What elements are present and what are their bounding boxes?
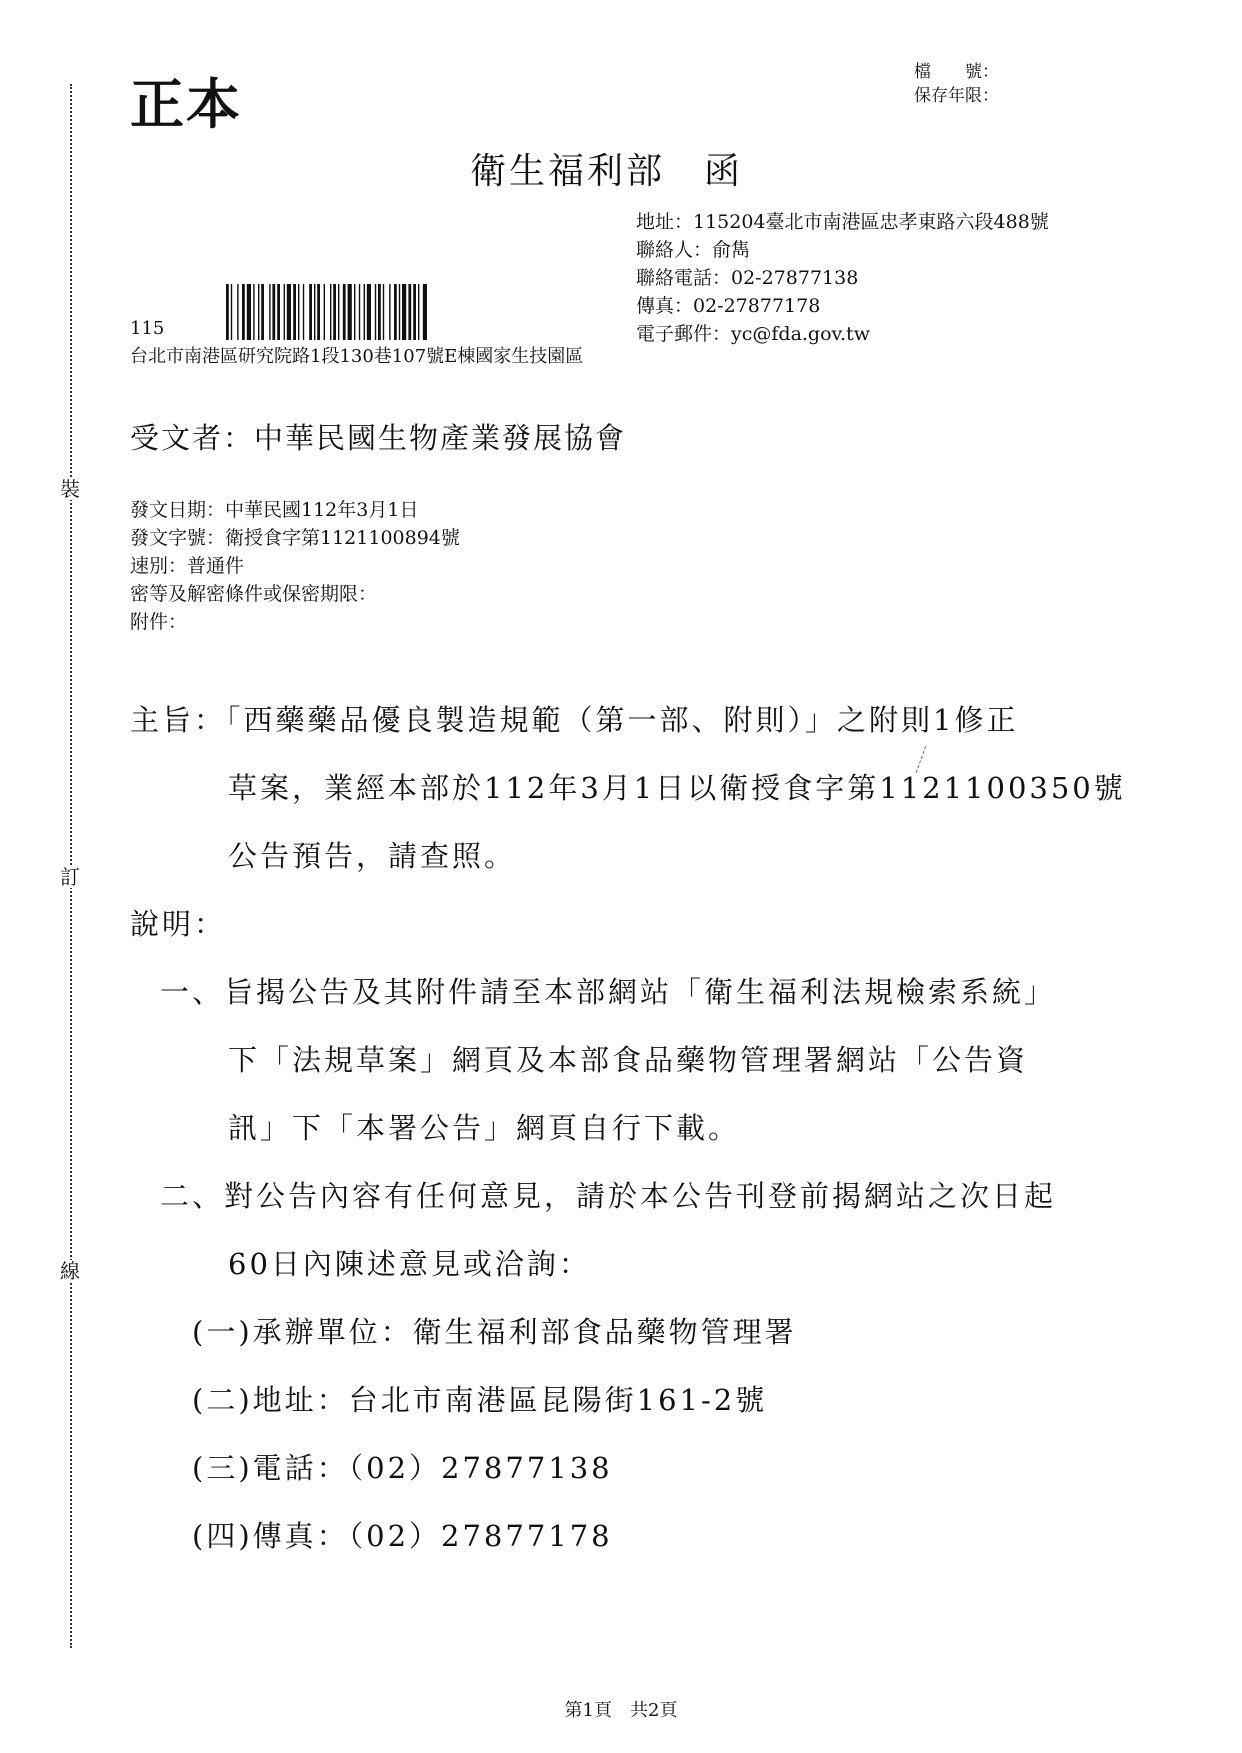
original-copy-stamp: 正本 bbox=[130, 72, 242, 136]
recipient: 受文者：中華民國生物產業發展協會 bbox=[130, 421, 627, 455]
mailing-address: 台北市南港區研究院路1段130巷107號E棟國家生技園區 bbox=[130, 346, 584, 367]
contact-fax: 傳真：02-27877178 bbox=[636, 295, 821, 317]
contact-person: 聯絡人：俞雋 bbox=[636, 239, 751, 261]
retention-period-label: 保存年限： bbox=[914, 86, 999, 106]
contact-phone: 聯絡電話：02-27877138 bbox=[636, 267, 859, 289]
document-meta bbox=[130, 496, 460, 636]
contact-telephone: (三)電話：（02）27877138 bbox=[192, 1451, 613, 1485]
binding-mark-top: 裝 bbox=[60, 477, 80, 501]
binding-mark-bottom: 線 bbox=[60, 1259, 80, 1283]
mailing-zip: 115 bbox=[130, 318, 165, 339]
contact-address: (二)地址：台北市南港區昆陽街161-2號 bbox=[192, 1383, 768, 1417]
delivery-speed: 速別：普通件 bbox=[130, 555, 245, 577]
subject-line-2: 草案，業經本部於112年3月1日以衛授食字第1121100350號 bbox=[228, 771, 1126, 805]
contact-unit: (一)承辦單位：衛生福利部食品藥物管理署 bbox=[192, 1315, 797, 1349]
file-number-label: 檔 號： bbox=[914, 62, 999, 82]
sender-contact-block bbox=[636, 208, 1049, 348]
secrecy-level: 密等及解密條件或保密期限： bbox=[130, 583, 378, 605]
issue-date: 發文日期：中華民國112年3月1日 bbox=[130, 499, 419, 521]
barcode bbox=[226, 284, 502, 340]
binding-mark-middle: 訂 bbox=[60, 865, 80, 889]
explanation-label: 說明： bbox=[130, 907, 227, 941]
explanation-item-2-line-2: 60日內陳述意見或洽詢： bbox=[228, 1247, 591, 1281]
sender-address: 地址：115204臺北市南港區忠孝東路六段488號 bbox=[636, 211, 1049, 233]
explanation-item-2-line-1: 二、對公告內容有任何意見，請於本公告刊登前揭網站之次日起 bbox=[160, 1179, 1057, 1213]
explanation-item-1-line-2: 下「法規草案」網頁及本部食品藥物管理署網站「公告資 bbox=[228, 1043, 1029, 1077]
contact-facsimile: (四)傳真：（02）27877178 bbox=[192, 1519, 613, 1553]
attachment-label: 附件： bbox=[130, 611, 188, 633]
page-number: 第1頁 共2頁 bbox=[564, 1700, 678, 1721]
contact-email: 電子郵件：yc@fda.gov.tw bbox=[636, 323, 870, 345]
explanation-item-1-line-1: 一、旨揭公告及其附件請至本部網站「衛生福利法規檢索系統」 bbox=[160, 975, 1057, 1009]
document-number: 發文字號：衛授食字第1121100894號 bbox=[130, 527, 460, 549]
subject-line-3: 公告預告，請查照。 bbox=[228, 839, 517, 873]
archive-info bbox=[914, 60, 999, 108]
explanation-item-1-line-3: 訊」下「本署公告」網頁自行下載。 bbox=[228, 1111, 741, 1145]
document-title: 衛生福利部 函 bbox=[470, 151, 744, 192]
subject-line-1: 主旨：「西藥藥品優良製造規範（第一部、附則）」之附則1修正 bbox=[130, 703, 1019, 737]
